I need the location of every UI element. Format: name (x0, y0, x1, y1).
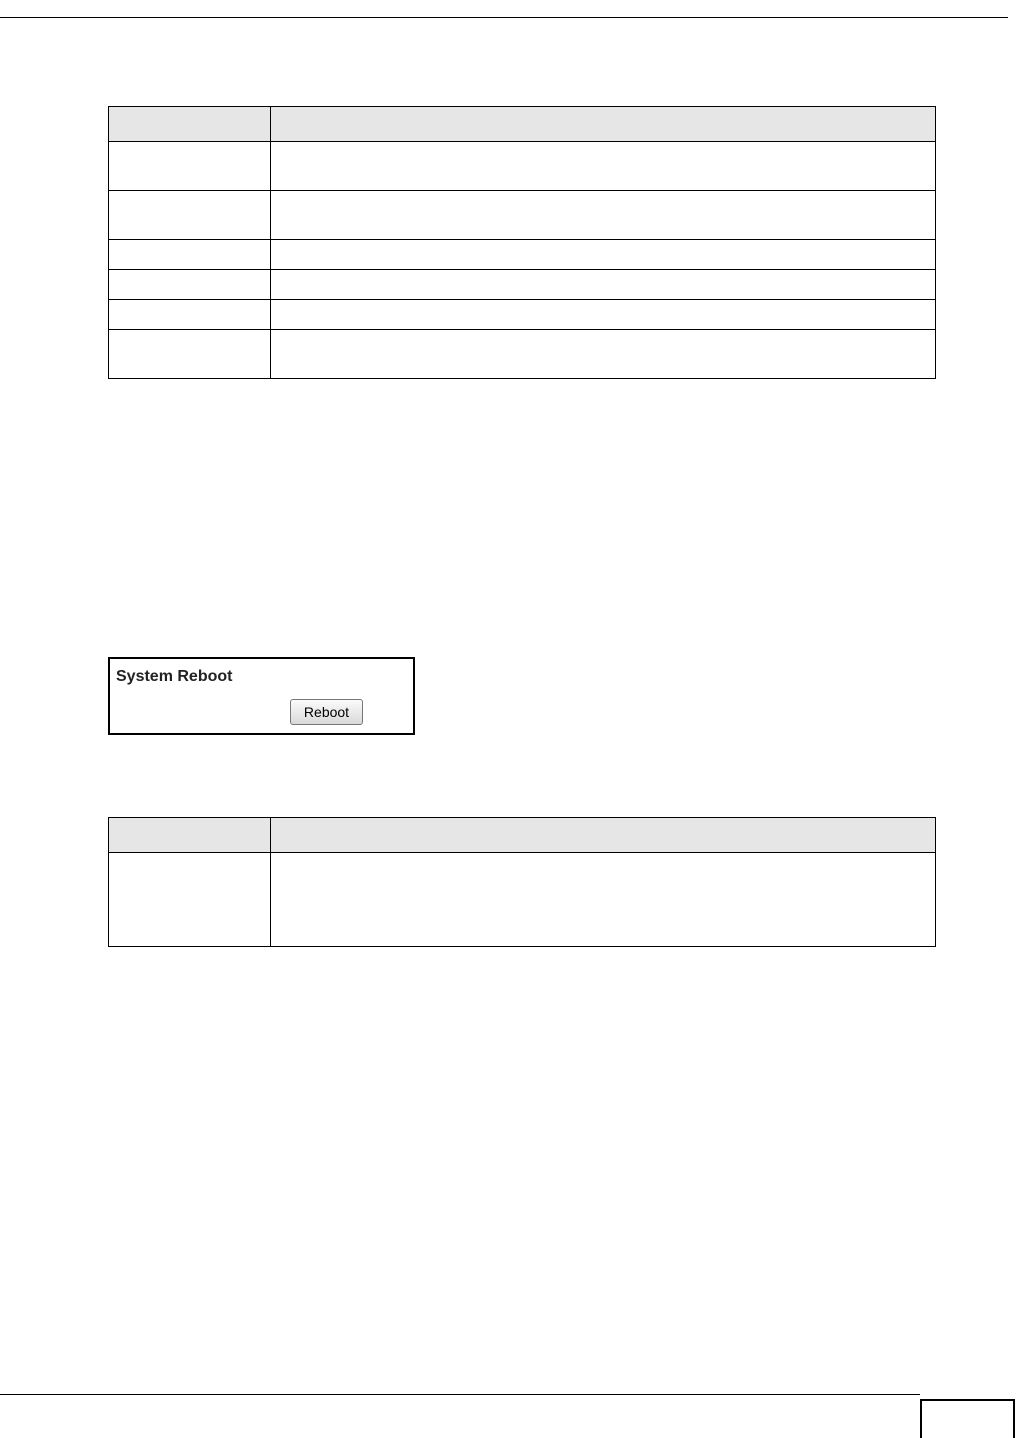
table-cell-description (271, 240, 936, 270)
table-cell-label (109, 853, 271, 947)
reboot-button[interactable]: Reboot (290, 699, 363, 725)
table-row (109, 330, 936, 379)
table-header-description (271, 107, 936, 142)
table-cell-description (271, 270, 936, 300)
table-row (109, 300, 936, 330)
system-reboot-screen (108, 657, 415, 735)
table-row (109, 142, 936, 191)
table-header-label (109, 107, 271, 142)
table-cell-label (109, 191, 271, 240)
reboot-description-table (108, 817, 936, 947)
system-reboot-title: System Reboot (116, 668, 233, 685)
table-header-row (109, 818, 936, 853)
table-row (109, 853, 936, 947)
table-cell-label (109, 142, 271, 191)
table-cell-description (271, 853, 936, 947)
footer-rule (0, 1394, 920, 1395)
table-row (109, 240, 936, 270)
table-header-row (109, 107, 936, 142)
table-cell-description (271, 300, 936, 330)
table-cell-label (109, 270, 271, 300)
table-header-label (109, 818, 271, 853)
page-number-box (920, 1399, 1015, 1438)
table-cell-label (109, 330, 271, 379)
table-cell-description (271, 142, 936, 191)
table-header-description (271, 818, 936, 853)
table-cell-label (109, 240, 271, 270)
field-description-table (108, 106, 936, 379)
table-row (109, 191, 936, 240)
table-cell-label (109, 300, 271, 330)
table-cell-description (271, 330, 936, 379)
table-cell-description (271, 191, 936, 240)
header-rule (0, 17, 1008, 18)
table-row (109, 270, 936, 300)
